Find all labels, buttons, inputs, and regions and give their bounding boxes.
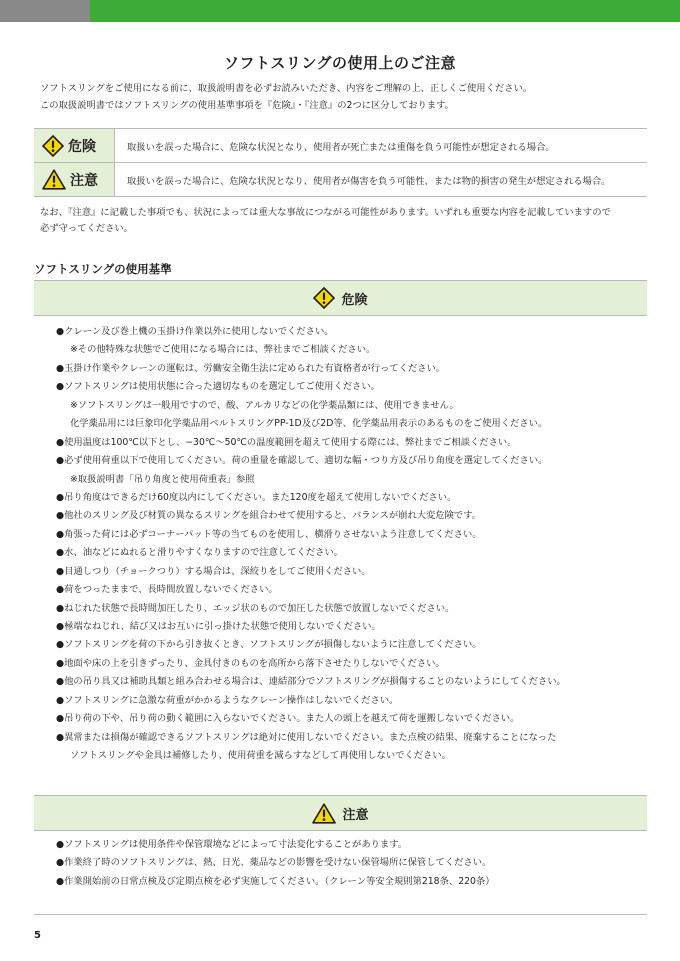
legend-key-danger	[34, 129, 115, 163]
caution-band	[34, 795, 647, 831]
danger-rules-list	[56, 323, 656, 766]
list-item: ●ソフトスリングは使用条件や保管環境などによって寸法変化することがあります。	[56, 839, 408, 850]
legend-label-danger: 危険	[68, 138, 96, 155]
list-item: ●他社のスリング及び材質の異なるスリングを組合わせて使用すると、バランスが崩れ大変危険です。	[56, 510, 482, 522]
warning-triangle-icon	[42, 169, 66, 190]
list-item: ●使用温度は100℃以下とし、−30℃〜50℃の温度範囲を超えて使用する際には、弊社までご相談ください。	[56, 436, 517, 448]
note-line: なお、『注意』に記載した事項でも、状況によっては重大な事故につながる可能性があります。いずれも重要な内容を記載していますので	[40, 207, 611, 218]
intro-text	[40, 80, 650, 114]
list-item: ●吊り荷の下や、吊り荷の動く範囲に入らないでください。また人の頭上を越えて荷を運搬しないでください。	[56, 713, 520, 725]
list-item: ●異常または損傷が確認できるソフトスリングは絶対に使用しないでください。また点検の結果、廃棄することになった	[56, 731, 557, 743]
legend-label-caution: 注意	[70, 172, 98, 189]
note-text	[40, 205, 660, 237]
legend-row-caution	[34, 163, 647, 197]
exclamation-diamond-icon	[42, 135, 64, 157]
list-item: ●他の吊り具又は補助具類と組み合わせる場合は、連結部分でソフトスリングが損傷することのないようにしてください。	[56, 676, 566, 688]
intro-line: ソフトスリングをご使用になる前に、取扱説明書を必ずお読みいただき、内容をご理解の上、正しくご使用ください。	[40, 83, 533, 94]
legend-desc-danger: 取扱いを誤った場合に、危険な状況となり、使用者が死亡または重傷を負う可能性が想定される場合。	[115, 129, 648, 163]
list-item: ●ソフトスリングは使用状態に合った適切なものを選定してご使用ください。	[56, 381, 380, 393]
list-item: ●ソフトスリングに急激な荷重がかかるようなクレーン操作はしないでください。	[56, 694, 399, 706]
list-item: ●極端なねじれ、結び又はお互いに引っ掛けた状態で使用しないでください。	[56, 621, 381, 632]
list-item: ※取扱説明書「吊り角度と使用荷重表」参照	[70, 473, 255, 485]
list-item: 化学薬品用には巨象印化学薬品用ベルトスリングPP-1D及び2D等、化学薬品用表示のあるものをご使用ください。	[70, 418, 548, 430]
warning-triangle-icon	[312, 803, 336, 824]
list-item: ●ソフトスリングを荷の下から引き抜くとき、ソフトスリングが損傷しないように注意してください。	[56, 639, 482, 651]
note-line: 必ず守ってください。	[40, 223, 133, 234]
list-item: ●吊り角度はできるだけ60度以内にしてください。また120度を超えて使用しないでください。	[56, 491, 457, 503]
list-item: ●必ず使用荷重以下で使用してください。荷の重量を確認して、適切な幅・つり方及び吊り角度を選定してください。	[56, 455, 548, 467]
danger-band	[34, 280, 647, 316]
legend-desc-caution: 取扱いを誤った場合に、危険な状況となり、使用者が傷害を負う可能性、または物的損害の発生が想定される場合。	[115, 163, 648, 197]
list-item: ※ソフトスリングは一般用ですので、酸、アルカリなどの化学薬品類には、使用できません。	[70, 399, 459, 411]
legend-key-caution	[34, 163, 115, 197]
section-title: ソフトスリングの使用基準	[34, 262, 172, 276]
list-item: ●玉掛け作業やクレーンの運転は、労働安全衛生法に定められた有資格者が行ってください。	[56, 362, 446, 374]
list-item: ●作業開始前の日常点検及び定期点検を必ず実施してください。（クレーン等安全規則第218条、220条）	[56, 875, 495, 887]
header-bar-gray	[0, 0, 90, 22]
list-item: ●作業終了時のソフトスリングは、熱、日光、薬品などの影響を受けない保管場所に保管してください。	[56, 857, 492, 869]
hazard-legend-table	[34, 128, 647, 197]
list-item: ●水、油などにぬれると滑りやすくなりますので注意してください。	[56, 547, 344, 559]
caution-band-label: 注意	[342, 807, 369, 823]
danger-band-label: 危険	[341, 292, 368, 308]
list-item: ●角張った荷には必ずコーナーパット等の当てものを使用し、横滑りさせないよう注意してください。	[56, 528, 482, 540]
page-title: ソフトスリングの使用上のご注意	[223, 54, 457, 72]
footer-divider	[34, 914, 647, 915]
list-item: ソフトスリングや金具は補修したり、使用荷重を減らすなどして再使用しないでください。	[70, 750, 451, 762]
list-item: ●ねじれた状態で長時間加圧したり、エッジ状のもので加圧した状態で放置しないでください。	[56, 602, 455, 614]
list-item: ●目通しつり（チョークつり）する場合は、深絞りをしてご使用ください。	[56, 565, 371, 577]
page-number: 5	[34, 930, 41, 941]
caution-rules-list	[56, 836, 656, 891]
legend-row-danger	[34, 129, 647, 163]
list-item: ●荷をつったままで、長時間放置しないでください。	[56, 584, 278, 596]
list-item: ●地面や床の上を引きずったり、金具付きのものを高所から落下させたりしないでください。	[56, 657, 445, 669]
list-item: ●クレーン及び巻上機の玉掛け作業以外に使用しないでください。	[56, 326, 334, 337]
list-item: ※その他特殊な状態でご使用になる場合には、弊社までご相談ください。	[70, 344, 376, 356]
intro-line: この取扱説明書ではソフトスリングの使用基準事項を『危険』・『注意』の2つに区分しております。	[40, 100, 454, 111]
header-bar-green	[90, 0, 680, 22]
exclamation-diamond-icon	[313, 287, 335, 309]
